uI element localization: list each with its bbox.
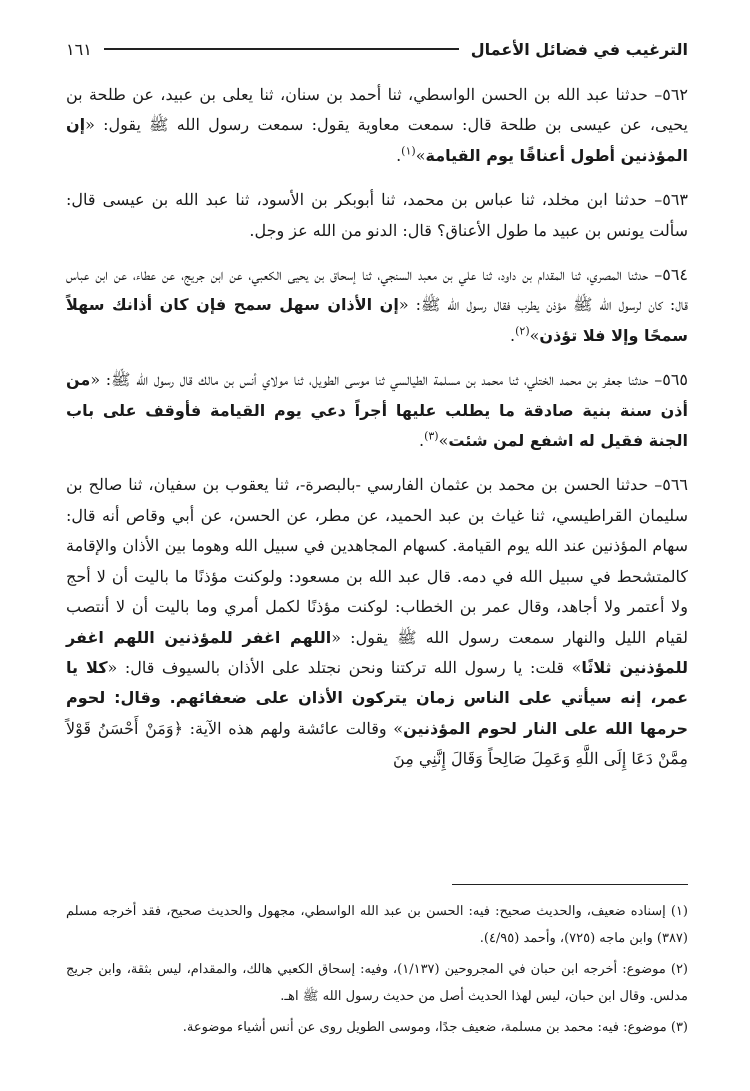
footnote-ref: (٢) <box>515 324 530 338</box>
hadith-565 <box>66 365 688 456</box>
hadith-number: ٥٦٢ <box>662 85 688 104</box>
hadith-text: – حدثنا المصري، ثنا المقدام بن داود، ثنا علي بن معبد السنجي، ثنا إسحاق بن يحيى الكعبي، عن ابن جريج، عن عطاء، عن ابن عباس قال: كان لرسول الله ﷺ مؤذن يطرب فقال رسول الله ﷺ: « <box>66 265 688 315</box>
footnote-marker: (٢) <box>670 962 688 977</box>
footnote-text: موضوع: أخرجه ابن حبان في المجروحين (١/١٣٧)، وفيه: إسحاق الكعبي هالك، والمقدام، ليس بثقة، وابن جريج مدلس. وقال ابن حبان، ليس لهذا الحديث أصل من حديث رسول الله ﷺ اهـ. <box>66 962 688 1004</box>
hadith-text-continued: » قلت: يا رسول الله تركتنا ونحن نجتلد على الأذان بالسيوف قال: « <box>107 657 582 677</box>
footnote-text: موضوع: فيه: محمد بن مسلمة، ضعيف جدًا، وموسى الطويل روى عن أنس أشياء موضوعة. <box>182 1020 667 1035</box>
sentence-end: . <box>418 431 425 451</box>
sentence-end: . <box>510 325 516 345</box>
hadith-text: – حدثنا جعفر بن محمد الختلي، ثنا محمد بن مسلمة الطيالسي ثنا موسى الطويل، ثنا مولاي أنس بن مالك قال رسول الله ﷺ: « <box>90 370 663 390</box>
hadith-566 <box>66 470 688 774</box>
quote-close: » <box>415 145 426 165</box>
sentence-end: . <box>396 145 402 165</box>
hadith-number: ٥٦٤ <box>662 265 688 285</box>
running-header <box>66 34 688 64</box>
header-rule <box>104 48 459 50</box>
hadith-text-continued-2: » وقالت عائشة ولهم هذه الآية: <box>182 718 404 738</box>
hadith-quote: اللهم اغفر للمؤذنين اللهم اغفر للمؤذنين ثلاثًا <box>66 627 689 677</box>
footnote-ref: (١) <box>401 144 416 158</box>
quote-close: » <box>529 325 540 345</box>
footnote-marker: (٣) <box>670 1020 688 1035</box>
footnotes <box>66 898 688 1045</box>
hadith-quote-2: كلا يا عمر، إنه سيأتي على الناس زمان يتركون الأذان على ضعفائهم. وقال: لحوم حرمها الله على النار لحوم المؤذنين <box>66 657 688 738</box>
footnote-text: إسناده ضعيف، والحديث صحيح: فيه: الحسن بن عبد الله الواسطي، مجهول والحديث صحيح، فقد أخرجه مسلم (٣٨٧) وابن ماجه (٧٢٥)، وأحمد (٤/٩٥). <box>66 904 688 946</box>
footnote-ref: (٣) <box>424 429 439 443</box>
main-text <box>66 80 688 789</box>
page-number: ١٦١ <box>66 39 92 59</box>
footnote-2 <box>66 956 688 1010</box>
hadith-quote: من أذن سنة بنية صادقة ما يطلب عليها أجراً دعي يوم القيامة فأوقف على باب الجنة فقيل له اشفع لمن شئت <box>66 370 688 451</box>
footnote-separator <box>452 884 688 885</box>
hadith-number: ٥٦٦ <box>662 475 688 495</box>
footnote-marker: (١) <box>670 904 688 919</box>
hadith-number: ٥٦٥ <box>662 370 688 390</box>
hadith-text: – حدثنا عبد الله بن الحسن الواسطي، ثنا أحمد بن سنان، ثنا يعلى بن عبيد، عن طلحة بن يحيى، عن عيسى بن طلحة قال: سمعت معاوية يقول: سمعت رسول الله ﷺ يقول: « <box>66 85 688 135</box>
footnote-3 <box>66 1014 688 1041</box>
hadith-564 <box>66 260 688 351</box>
hadith-text: – حدثنا ابن مخلد، ثنا عباس بن محمد، ثنا أبوبكر بن الأسود، ثنا عبد الله بن عيسى قال: سألت يونس بن عبيد ما طول الأعناق؟ قال: الدنو من الله عز وجل. <box>66 190 688 240</box>
quran-verse: ﴿وَمَنْ أَحْسَنُ قَوْلاً مِمَّنْ دَعَا إِلَى اللَّهِ وَعَمِلَ صَالِحاً وَقَالَ إِنَّنِي مِنَ <box>66 718 688 769</box>
hadith-562 <box>66 80 688 171</box>
hadith-563 <box>66 185 688 246</box>
hadith-text: – حدثنا الحسن بن محمد بن عثمان الفارسي -بالبصرة-، ثنا يعقوب بن سفيان، ثنا صالح بن سليمان القراطيسي، ثنا غياث بن عبد الحميد، عن مطر، عن الحسن، عن أبي وقاص أنه قال: سهام المؤذنين عند الله يوم القيامة. كسهام المجاهدين في سبيل الله وهوما بين الأذان والإقامة كالمتشحط في سبيل الله في دمه. قال عبد الله بن مسعود: ولوكنت مؤذنًا ما باليت أن لا أحج ولا أعتمر ولا أجاهد، وقال عمر بن الخطاب: لوكنت مؤذنًا لكمل أمري وما باليت أن لا أنتصب لقيام الليل والنهار سمعت رسول الله ﷺ يقول: « <box>66 475 688 647</box>
hadith-quote: إن الأذان سهل سمح فإن كان أذانك سهلاً سمحًا وإلا فلا تؤذن <box>66 295 688 345</box>
header-title: الترغيب في فضائل الأعمال <box>470 39 688 59</box>
hadith-number: ٥٦٣ <box>662 190 688 210</box>
footnote-1 <box>66 898 688 952</box>
hadith-quote: إن المؤذنين أطول أعناقًا يوم القيامة <box>66 115 688 165</box>
quote-close: » <box>438 431 449 451</box>
